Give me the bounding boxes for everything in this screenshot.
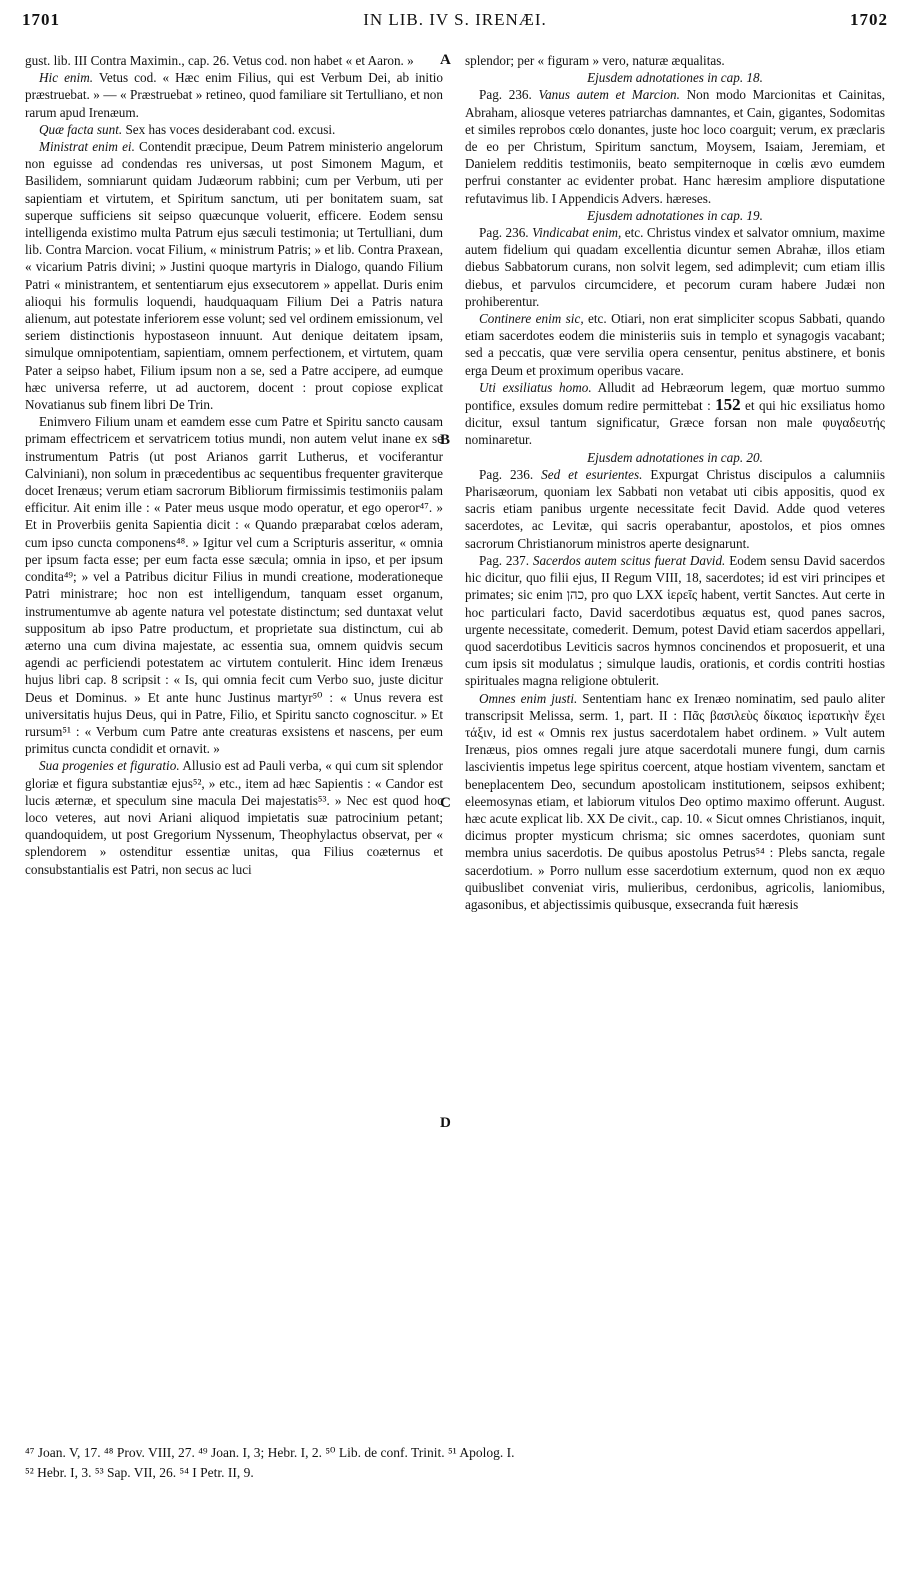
paragraph [25,757,443,877]
paragraph [465,379,885,449]
section-heading: Ejusdem adnotationes in cap. 18. [587,70,763,86]
lemma: Ministrat enim ei. [39,139,135,155]
paragraph-text: Eodem sensu David sacerdos hic dicitur, quo filii ejus, II Regum VIII, 18, sacerdotes; id est viri principes et primates; sic enim כהן, pro quo LXX ἱερεῖς habent, vertit Sanctes. Aut certe in hoc particulari facto, David sacerdotibus æquatus est, quod panes sacros, urgente necessitate, comederit. Demum, potest David etiam sacerdos appellari, quod sacerdotibus Leviticis sacros hymnos concinendos et proposuerit, et una cum ipsis sit modulatus ; simulque laudis, orationis, et cordis contriti hostias spirituales magna religione obtulerit. [465,552,886,689]
paragraph-text: etc. Christus vindex et salvator omnium, maxime autem fidelium qui quadam excellentia dicuntur semen Abrahæ, illos etiam diebus Sabbatorum curans, non solvit legem, sed adimplevit; cum etiam illis diebus, et parvulos circumcidere, et pecorum curam habere Judæi non prohiberentur. [465,225,886,309]
lemma: Quæ facta sunt. [39,121,123,137]
lemma: Sed et esurientes. [541,466,643,482]
footnote-line: ⁴⁷ Joan. V, 17. ⁴⁸ Prov. VIII, 27. ⁴⁹ Joan. I, 3; Hebr. I, 2. ⁵⁰ Lib. de conf. Trinit. ⁵¹ Apolog. I. [25,1445,515,1460]
paragraph-text: Sententiam hanc ex Irenæo nominatim, sed paulo aliter transcripsit Melissa, serm. 1, part. II : Πᾶς βασιλεὺς δίκαιος ἱερατικὴν ἔχει τάξιν, id est « Omnis rex justus sacerdotalem habet ordinem. » Vult autem Irenæus, pios omnes regali jure atque sacerdotali munere fungi, dum carnis lascivientis impetus lege spiritus coercent, atque hostiam viventem, sanctam et beneplacentem Deo, secundum apostolicam institutionem, seipsos exhibent; eleemosynas etiam, et labiorum vitulos Deo optimo maximo offerunt. August. hæc acute explicat lib. XX De civit., cap. 10. « Sicut omnes Christianos, inquit, dicimus propter mysticum chrisma; sic omnes sacerdotes, quoniam sunt membra unius sacerdotis. De quibus apostolus Petrus⁵⁴ : Plebs sancta, regale sacerdotium. » Porro nullum esse sacerdotium externum, quod non ex æquo quibuslibet conveniat viris, mulieribus, cerdonibus, agricolis, laniomibus, agasonibus, et abjectissimis quibusque, exsecranda fuit hæresis [465,690,885,912]
lemma: Vindicabat enim, [532,225,622,241]
paragraph [465,86,885,206]
paragraph [25,69,443,121]
paragraph [25,121,443,138]
paragraph-text: Expurgat Christus discipulos a calumniis Pharisæorum, quoniam lex Sabbati non vetabat uti cibis appositis, quod ex sacris etiam panibus urgente necessitate fecit David. Adde quod veteres sacerdotes, ac Levitæ, qui sacris operabantur, apostolos, et pios omnes sacrorum Christianorum ministros aperte designarunt. [465,466,886,551]
page-reference: Pag. 236. [479,225,533,241]
paragraph [465,466,885,552]
lemma: Vanus autem et Marcion. [538,87,680,103]
page-number-left: 1701 [22,10,60,29]
lemma: Continere enim sic, [479,311,584,327]
lemma: Uti exsiliatus homo. [479,379,592,395]
paragraph-text: Contendit præcipue, Deum Patrem ministerio angelorum non eguisse ad condendas res universas, ut post Simonem Magum, et Basilidem, somniarunt quidam Judæorum rabbini; cum per Verbum, uti per sapientiam et virtutem, et Spiritum sanctum, uti per bonitatem suam, sat superque sufficiens sit seipso quæcunque voluerit, efficere. Eodem sensu intelligenda existimo multa Patrum ejus sæculi testimonia; ut Tertulliani, dum lib. Contra Marcion. vocat Filium, « ministrum Patris; » et lib. Contra Praxean, « vicarium Patris divini; » Justini quoque martyris in Dialogo, quando Filium Patri « ministrantem, et sententiarum ejus exsecutorem » appellat. Duris enim alioqui his formulis loquendi, haudquaquam Filium Dei a Patris natura alienum, aut potestate inferiorem esse volunt; sed vel ordinem emissionum, vel seriem distinctionis hypostaseon innuunt. Aut denique deitatem ipsam, simulque omnipotentiam, sapientiam, omnem perfectionem, et virtutem, quam Pater a seipso habet, Filium ipsum non a se, sed a Patre accipere, ad eumque hæc universa referre, ut ad auctorem, docent : prout copiose explicat Novatianus sub finem libri De Trin. [25,139,444,413]
section-heading: Ejusdem adnotationes in cap. 19. [587,207,763,223]
lemma: Hic enim. [39,70,94,86]
paragraph-text: Non modo Marcionitas et Cainitas, Abraham, aliosque veteres patriarchas damnantes, et Cain, gigantes, Sodomitas et similes reprobos cœlo donantes, juste hoc loco coarguit; verum, ex præclaris de eo per Christum, Spiritum sanctum, Moysem, Isaiam, Jeremiam, et Danielem redditis testimoniis, beato sempiternoque in cœlis ævo eumdem perfrui constanter ac evidenter probat. Hanc hæresim ampliore disputatione refutavimus lib. I Appendicis Advers. hæreses. [465,87,885,206]
paragraph-text: Alludit ad Hebræorum legem, quæ mortuo summo pontifice, exsules domum redire permittebat : [465,379,885,414]
paragraph [465,224,885,310]
right-column [465,52,885,913]
paragraph: gust. lib. III Contra Maximin., cap. 26. Vetus cod. non habet « et Aaron. » [25,53,414,68]
page-reference: Pag. 237. [479,552,533,568]
inline-page-number: 152 [715,395,741,415]
running-header [22,10,888,36]
section-heading: Ejusdem adnotationes in cap. 20. [587,449,763,465]
paragraph-text: Allusio est ad Pauli verba, « qui cum sit splendor gloriæ et figura substantiæ ejus⁵², » etc., item ad hæc Sapientis : « Candor est lucis æternæ, et speculum sine macula Dei majestatis⁵³. » Nec est quod hoc loco veteres, aut novi Ariani aliquod impietatis suæ patrocinium petant; quandoquidem, ut post Gregorium Nyssenum, Theophylactus observat, per « splendorem » ostenditur essentiæ unitas, qua Filius coæternus et consubstantialis est Patri, non secus ac luci [25,758,444,877]
margin-marker-c: C [440,795,451,811]
paragraph [465,690,885,914]
lemma: Omnes enim justi. [479,690,578,706]
page-number-right: 1702 [850,10,888,29]
page-reference: Pag. 236. [479,87,539,103]
footnotes [25,1443,885,1483]
paragraph-text: etc. Otiari, non erat simpliciter scopus Sabbati, quando etiam sacerdotes eodem die ministeriis suis in templo et synagogis vacabant; sed a peccatis, quæ vere servilia opera censentur, penitus abstinere, et bonis erga Deum et proximum operibus vacare. [465,311,885,378]
paragraph-text: et qui hic exsiliatus homo dicitur, exsul tantum significatur, Græce forsan non male φυγαδευτής nominaretur. [465,398,885,448]
paragraph: Enimvero Filium unam et eamdem esse cum Patre et Spiritu sancto causam primam effectricem et servatricem totius mundi, non autem velut inane ex se instrumentum Patris (ut post Arianos garrit Lutherus, et vociferantur Calviniani), non solum in præcedentibus ac sequentibus frequenter graviterque docet Irenæus; verum etiam sacrorum Bibliorum firmissimis testimoniis palam efficitur. Ait enim ille : « Pater meus usque modo operatur, et ego operor⁴⁷. » Et in Proverbiis genita Sapientia dicit : « Quando præparabat cœlos aderam, cum ipso cuncta componens⁴⁸. » Igitur vel cum a Scripturis asseritur, « omnia per ipsum facta esse; per eum facta esse sæcula; omnia in ipso, et per ipsum condita⁴⁹; » vel a Patribus dicitur Filius in mundi creatione, moderationeque Patri ministrare; hoc non est intelligendum, tanquam esset organum, instrumentumve ab agente natura vel potestate distinctum; sed duntaxat velut suppositum ab ipso Patre productum, et proprietate sua distinctum, cui ab æterno una cum divina majestate, ac essentia sua, omnem quidvis secum agendi ac perficiendi potestatem ac virtutem contulerit. Hinc idem Irenæus hujus libri cap. 8 scripsit : « Is, qui omnia fecit cum Verbo suo, juste dicitur Deus et Dominus. » Et ante hunc Justinus martyr⁵⁰ : « Unus revera est universitatis hujus Deus, qui in Patre, Filio, et Spiritu sancto cognoscitur. » Et rursum⁵¹ : « Verbum cum Patre ante creaturas exsistens et nascens, per eum primitus cuncta condidit et ornavit. » [25,414,443,757]
paragraph: splendor; per « figuram » vero, naturæ æqualitas. [465,53,725,68]
margin-marker-b: B [440,432,451,448]
left-column [25,52,443,878]
running-title: IN LIB. IV S. IRENÆI. [363,10,547,29]
margin-marker-d: D [440,1115,451,1131]
footnote-line: ⁵² Hebr. I, 3. ⁵³ Sap. VII, 26. ⁵⁴ I Petr. II, 9. [25,1465,254,1480]
paragraph [465,310,885,379]
paragraph [25,138,443,413]
lemma: Sacerdos autem scitus fuerat David. [532,552,726,568]
margin-marker-a: A [440,52,451,68]
paragraph-text: Sex has voces desiderabant cod. excusi. [122,121,336,137]
paragraph [465,552,885,690]
page-reference: Pag. 236. [479,466,542,482]
lemma: Sua progenies et figuratio. [39,758,180,774]
paragraph-text: Vetus cod. « Hæc enim Filius, qui est Verbum Dei, ab initio præstruebat. » — « Præstruebat » retineo, quod familiare sit Tertulliano, et non rarum apud Irenæum. [25,70,443,120]
